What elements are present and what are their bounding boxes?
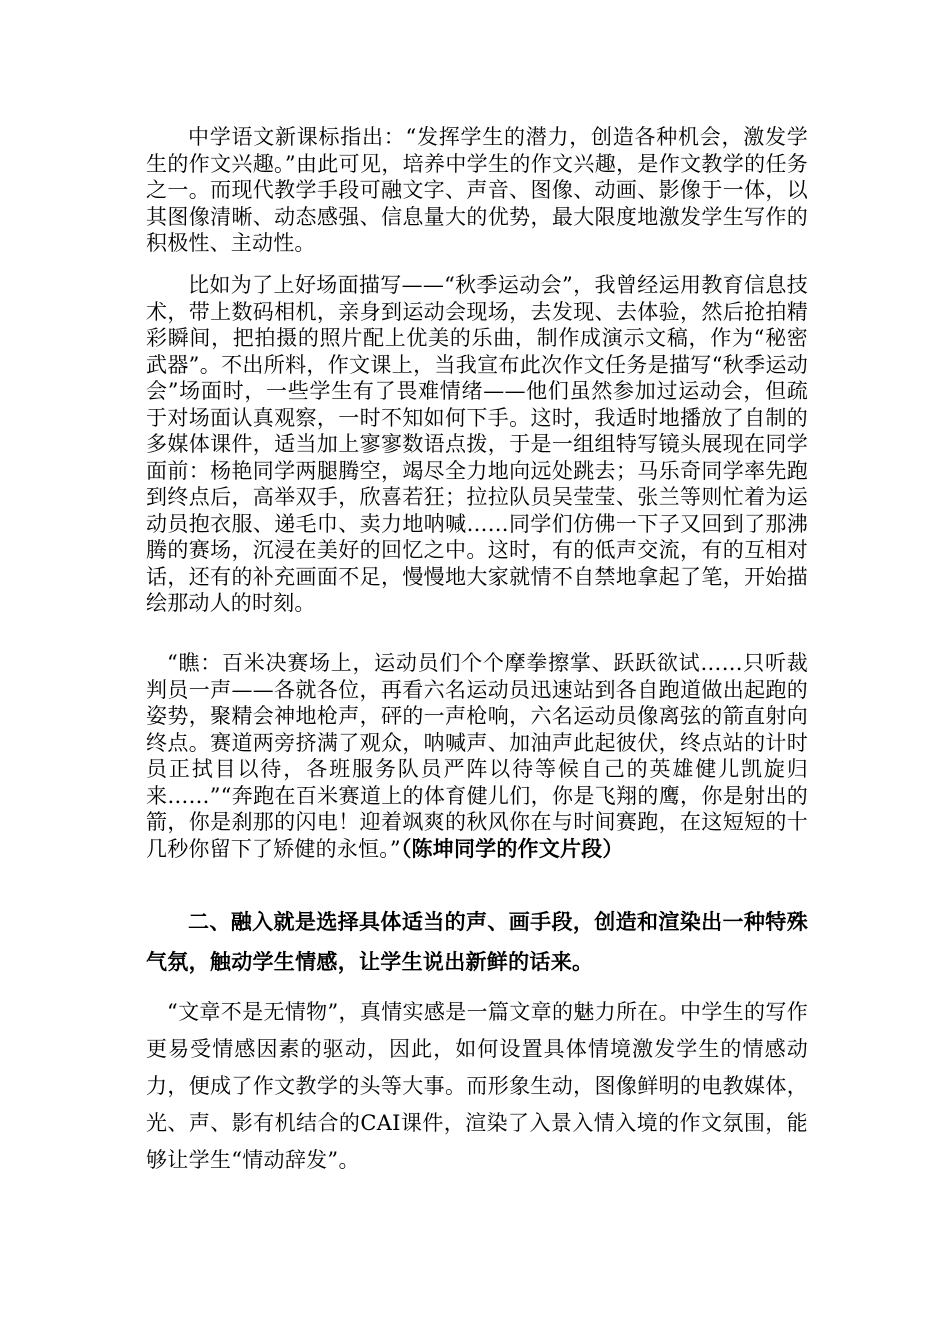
body-paragraph-1: 中学语文新课标指出：“发挥学生的潜力，创造各种机会，激发学生的作文兴趣。”由此可见，培养中学生的作文兴趣，是作文教学的任务之一。而现代教学手段可融文字、声音、图像、动画、影像于一体，以其图像清晰、动态感强、信息量大的优势，最大限度地激发学生写作的积极性、主动性。 [146,125,808,255]
student-excerpt-paragraph [146,650,808,862]
section-heading: 二、融入就是选择具体适当的声、画手段，创造和渲染出一种特殊气氛，触动学生情感，让学生说出新鲜的话来。 [146,909,808,974]
body-paragraph-final: “文章不是无情物”，真情实感是一篇文章的魅力所在。中学生的写作更易受情感因素的驱动，因此，如何设置具体情境激发学生的情感动力，便成了作文教学的头等大事。而形象生动，图像鲜明的电教媒体，光、声、影有机结合的CAI课件，渲染了入景入情入境的作文氛围，能够让学生“情动辞发”。 [146,1000,808,1172]
excerpt-attribution: （陈坤同学的作文片段） [400,836,624,861]
body-paragraph-2: 比如为了上好场面描写——“秋季运动会”，我曾经运用教育信息技术，带上数码相机，亲身到运动会现场，去发现、去体验，然后抢拍精彩瞬间，把拍摄的照片配上优美的乐曲，制作成演示文稿，作为“秘密武器”。不出所料，作文课上，当我宣布此次作文任务是描写“秋季运动会”场面时，一些学生有了畏难情绪——他们虽然参加过运动会，但疏于对场面认真观察，一时不知如何下手。这时，我适时地播放了自制的多媒体课件，适当加上寥寥数语点拨，于是一组组特写镜头展现在同学面前：杨艳同学两腿腾空，竭尽全力地向远处跳去；马乐奇同学率先跑到终点后，高举双手，欣喜若狂；拉拉队员吴莹莹、张兰等则忙着为运动员抱衣服、递毛巾、卖力地呐喊……同学们仿佛一下子又回到了那沸腾的赛场，沉浸在美好的回忆之中。这时，有的低声交流，有的互相对话，还有的补充画面不足，慢慢地大家就情不自禁地拿起了笔，开始描绘那动人的时刻。 [146,273,808,615]
student-excerpt-text: “瞧：百米决赛场上，运动员们个个摩拳擦掌、跃跃欲试……只听裁判员一声——各就各位，再看六名运动员迅速站到各自跑道做出起跑的姿势，聚精会神地枪声，砰的一声枪响，六名运动员像离弦的箭直射向终点。赛道两旁挤满了观众，呐喊声、加油声此起彼伏，终点站的计时员正拭目以待，各班服务队员严阵以待等候自己的英雄健儿凯旋归来……”“奔跑在百米赛道上的体育健儿们，你是飞翔的鹰，你是射出的箭，你是刹那的闪电！迎着飒爽的秋风你在与时间赛跑，在这短短的十几秒你留下了矫健的永恒。” [146,651,808,861]
